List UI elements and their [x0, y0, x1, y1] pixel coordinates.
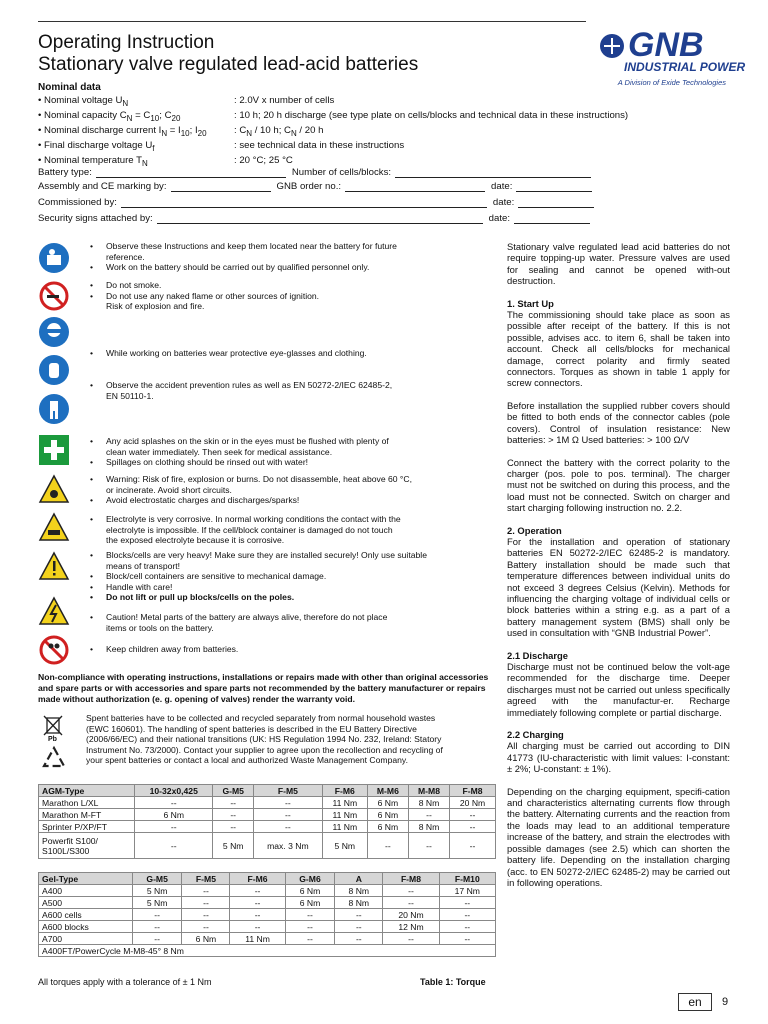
intro-paragraph: Stationary valve regulated lead acid batteries do not require topping-up water. Pressure valves are used for sealing and cannot be opened with-out destruction.: [507, 241, 730, 287]
table-row: A700 -- 6 Nm 11 Nm -- -- -- --: [39, 933, 496, 945]
table-row: A400 5 Nm -- -- 6 Nm 8 Nm -- 17 Nm: [39, 885, 496, 897]
logo-division: A Division of Exide Technologies: [617, 78, 726, 87]
date-field-3[interactable]: [514, 214, 590, 224]
gloves-icon: [39, 355, 69, 385]
rule-10: • Keep children away from batteries.: [90, 644, 450, 655]
top-rule: [38, 21, 586, 22]
section-heading: 2.1 Discharge: [507, 649, 568, 661]
table-caption: Table 1: Torque: [420, 977, 486, 987]
rule-1: • Observe these Instructions and keep them located near the battery for future reference. • Work on the battery should be carried out by qualified personnel only.: [90, 241, 450, 273]
paragraph: Before installation the supplied rubber covers should be fitted to both ends of the connector cables (pole covers). Control of insulation resistance: New batteries: > 1M Ω Used batteries: > 100 Ω/V: [507, 399, 730, 446]
paragraph: Discharge must not be continued below the volt-age recommended for the discharge time. Deeper discharges must not be carried out unless specifically agreed with the manufactur-er. Recharge immediately following complete or partial discharge.: [507, 661, 730, 718]
table-row: A600 cells -- -- -- -- -- 20 Nm --: [39, 909, 496, 921]
electrical-hazard-icon: [39, 596, 69, 626]
protective-clothing-icon: [39, 394, 69, 424]
language-badge: en: [678, 993, 712, 1011]
section-heading: 2. Operation: [507, 524, 562, 536]
eye-protection-icon: [39, 317, 69, 347]
rule-9: • Caution! Metal parts of the battery are always alive, therefore do not place items or tools on the battery.: [90, 612, 450, 633]
rule-6: • Warning: Risk of fire, explosion or burns. Do not disassemble, heat above 60 °C, or incinerate. Avoid short circuits. • Avoid electrostatic charges and discharges/sparks!: [90, 474, 450, 506]
nominal-data: [38, 95, 628, 170]
no-smoking-icon: [39, 281, 69, 311]
assembly-field[interactable]: [171, 182, 271, 192]
right-column: [507, 241, 730, 899]
first-aid-icon: [39, 435, 69, 465]
table-row: Powerfit S100/ S100L/S300 -- 5 Nm max. 3 Nm 5 Nm -- -- --: [39, 833, 496, 859]
rule-3: • While working on batteries wear protective eye-glasses and clothing.: [90, 348, 450, 359]
table-row: Marathon M-FT 6 Nm -- -- 11 Nm 6 Nm -- --: [39, 809, 496, 821]
pb-label: Pb: [48, 736, 57, 743]
form-row-2: Assembly and CE marking by: GNB order no.: date:: [38, 181, 592, 192]
table-row: A400FT/PowerCycle M-M8-45° 8 Nm: [39, 945, 496, 957]
order-field[interactable]: [345, 182, 485, 192]
nominal-capacity: • Nominal capacity $C_N = C_{10}$; $C_{20}$ : 10 h; 20 h discharge (see type plate on cells/blocks and technical data in these instructions): [38, 109, 629, 123]
paragraph: The commissioning should take place as soon as possible after receipt of the battery. If this is not possible, advises acc. to item 6, shall be taken into account. Check all cells/blocks for mechanical damage, correct polarity and firmly seated connectors. Torques as shown in table 1 apply for screw connectors.: [507, 309, 730, 389]
keep-children-away-icon: [39, 635, 69, 665]
title-line-2: Stationary valve regulated lead-acid batteries: [38, 54, 419, 75]
rule-4: • Observe the accident prevention rules as well as EN 50272-2/IEC 62485-2, EN 50110-1.: [90, 380, 450, 401]
table-row: Sprinter P/XP/FT -- -- -- 11 Nm 6 Nm 8 Nm --: [39, 821, 496, 833]
gel-torque-table: Gel-Type G-M5 F-M5 F-M6 G-M6 A F-M8 F-M10 A400 5 Nm -- -- 6 Nm 8 Nm -- 17 Nm A500 5 Nm -- -- 6 Nm 8 Nm -- -- A600 cells -- -- -- -- -- 20 Nm -- A600 blocks -- -- -- -- -- 12 Nm -- A700 -- 6 Nm 11 Nm -- -- -- -- A400FT/PowerCycle M-M8-45° 8 Nm: [38, 872, 496, 957]
form-row-4: Security signs attached by: date:: [38, 213, 590, 224]
page-number: 9: [722, 996, 729, 1008]
section-heading: 2.2 Charging: [507, 729, 564, 741]
date-field-2[interactable]: [518, 198, 594, 208]
general-warning-icon: [39, 551, 69, 581]
nominal-current: • Nominal discharge current $I_N = I_{10}$; $I_{20}$ : $C_N / 10$ h; $C_N / 20$ h: [38, 124, 324, 138]
logo-brand: GNB: [628, 26, 704, 64]
paragraph: Depending on the charging equipment, specifi-cation and characteristics alternating currents flow through the battery. Alternating currents and the reaction from the loads may lead to an additional temperature increase of the battery, and strain the electrodes with possible damages (see 2.5) which can shorten the battery life. Depending on the installation charging (acc. to EN 50272-2/IEC 62485-2) may be carried out in following operations.: [507, 785, 730, 888]
form-row-3: Commissioned by: date:: [38, 197, 594, 208]
rule-2: • Do not smoke. • Do not use any naked flame or other sources of ignition. Risk of explosion and fire.: [90, 280, 450, 312]
recycling-icon: [40, 746, 68, 772]
paragraph: For the installation and operation of stationary batteries EN 50272-2/IEC 62485-2 is mandatory. Battery installation should be made such that temperature differences between individual units do not exceed 3 degrees Celsius (Kelvin). Methods for influencing the charging voltage of individual cells or block batteries within a string e.g. as a part of a battery management system (BMS) shall only be used in consultation with “GNB Industrial Power”.: [507, 535, 730, 639]
recycling-text: Spent batteries have to be collected and recycled separately from normal household wastes (EWC 160601). The handling of spent batteries is described in the EU Battery Directive (2006/66/EC) and their national transitions (UK: HS Regulation 1994 No. 232, Ireland: Statory Instrument No. 73/2000). Contact your supplier to agree upon the recollection and recycling of your spent batteries or contact a local and authorized Waste Management Company.: [86, 713, 443, 766]
rule-5: • Any acid splashes on the skin or in the eyes must be flushed with plenty of clean water immediately. Then seek for medical assistance. • Spillages on clothing should be rinsed out with water!: [90, 436, 450, 468]
paragraph: Connect the battery with the correct polarity to the charger (pos. pole to pos. terminal). The charger must not be switched on during this process, and the load must not be connected. Switch on charger and start charging following instruction no. 2.2.: [507, 456, 730, 514]
security-field[interactable]: [157, 214, 483, 224]
read-instructions-icon: [39, 243, 69, 273]
page-title: [38, 32, 418, 76]
explosion-warning-icon: [39, 474, 69, 504]
form-row-1: Battery type: Number of cells/blocks:: [38, 167, 591, 178]
logo-sub: INDUSTRIAL POWER: [624, 60, 746, 74]
title-line-1: Operating Instruction: [38, 32, 215, 53]
section-heading: 1. Start Up: [507, 297, 554, 309]
date-field-1[interactable]: [516, 182, 592, 192]
nominal-data-title: Nominal data: [38, 82, 101, 93]
table-row: Marathon L/XL -- -- -- 11 Nm 6 Nm 8 Nm 20 Nm: [39, 797, 496, 809]
table-row: A600 blocks -- -- -- -- -- 12 Nm --: [39, 921, 496, 933]
final-voltage: • Final discharge voltage $U_f$ : see technical data in these instructions: [38, 139, 405, 153]
warranty-warning: Non-compliance with operating instructions, installations or repairs made with other than original accessories and spare parts or with accessories and spare parts not recommended by the battery manufacturer or repairs made without authorization (e. g. opening of valves) render the warranty void.: [38, 672, 489, 704]
cells-field[interactable]: [395, 168, 591, 178]
crossed-bin-icon: [40, 715, 66, 737]
battery-type-field[interactable]: [96, 168, 286, 178]
agm-torque-table: AGM-Type 10-32x0,425 G-M5 F-M5 F-M6 M-M6 M-M8 F-M8 Marathon L/XL -- -- -- 11 Nm 6 Nm 8 Nm 20 Nm Marathon M-FT 6 Nm -- -- 11 Nm 6 Nm -- -- Sprinter P/XP/FT -- -- -- 11 Nm 6 Nm 8 Nm -- Powerfit S100/ S100L/S300 -- 5 Nm max. 3 Nm 5 Nm -- -- --: [38, 784, 496, 859]
nominal-voltage: • Nominal voltage $U_N$ : 2.0V x number of cells: [38, 95, 335, 108]
rule-8: • Blocks/cells are very heavy! Make sure they are installed securely! Only use suitable means of transport! • Block/cell containers are sensitive to mechanical damage. • Handle with care! • Do not lift or pull up blocks/cells on the poles.: [90, 550, 450, 603]
commissioned-field[interactable]: [121, 198, 487, 208]
paragraph: All charging must be carried out according to DIN 41773 (IU-characteristic with limit values: I-constant: ± 2%; U-constant: ± 1%).: [507, 740, 730, 775]
table-row: A500 5 Nm -- -- 6 Nm 8 Nm -- --: [39, 897, 496, 909]
rule-7: • Electrolyte is very corrosive. In normal working conditions the contact with the electrolyte is impossible. If the cell/block container is damaged do not touch the exposed electrolyte because it is corrosive.: [90, 514, 450, 546]
nominal-temperature: • Nominal temperature $T_N$ : 20 °C; 25 °C: [38, 154, 293, 168]
corrosive-warning-icon: [39, 512, 69, 542]
torque-tolerance-note: All torques apply with a tolerance of ± 1 Nm: [38, 977, 212, 987]
